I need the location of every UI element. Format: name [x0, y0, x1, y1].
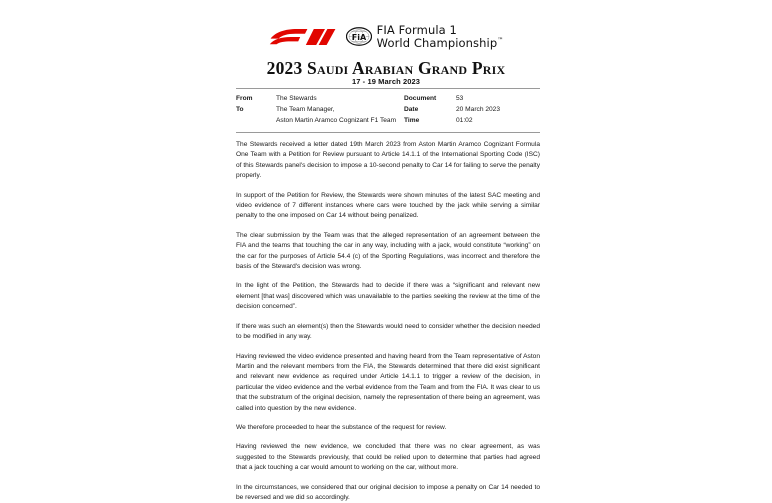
body-paragraph: If there was such an element(s) then the Stewards would need to consider whether the decision needed to be modified in any way.: [236, 322, 540, 341]
date-label: Date: [404, 106, 419, 114]
to-label: To: [236, 106, 244, 114]
trademark-symbol: ™: [497, 37, 504, 45]
event-dates: 17 - 19 March 2023: [351, 77, 421, 86]
document-meta-table: [236, 88, 540, 133]
fia-wordmark: [377, 24, 504, 50]
document-value: 53: [456, 94, 464, 102]
document-label: Document: [404, 94, 437, 102]
table-row: [236, 116, 540, 127]
fia-roundel-icon: [346, 27, 372, 46]
body-paragraph: We therefore proceeded to hear the substance of the request for review.: [236, 423, 447, 431]
table-row: [236, 104, 540, 115]
svg-text:FiA: FiA: [351, 33, 366, 43]
to-value-line2: Aston Martin Aramco Cognizant F1 Team: [276, 117, 397, 125]
from-value: The Stewards: [276, 94, 317, 102]
to-value-line1: The Team Manager,: [276, 106, 335, 114]
body-paragraph: In support of the Petition for Review, the Stewards were shown minutes of the latest SAC meeting and video evidence of 7 different instances where cars were touched by the jack while serving a similar penalty to the one imposed on Car 14 without being penalized.: [236, 191, 540, 220]
document-header-logos: [0, 24, 772, 50]
time-label: Time: [404, 117, 420, 125]
body-paragraph: Having reviewed the new evidence, we concluded that there was no clear agreement, as was suggested to the Stewards previously, that could be relied upon to determine that parties had agreed that a jack touching a car would amount to working on the car, without more.: [236, 443, 540, 472]
fia-lockup: [346, 24, 504, 50]
to-label-spacer: [236, 116, 276, 127]
body-paragraph: The Stewards received a letter dated 19th March 2023 from Aston Martin Aramco Cognizant Formula One Team with a Petition for Review pursuant to Article 14.1.1 of the International Sporting Code (ISC) of this Stewards panel's decision to impose a 10-second penalty to Car 14 for failing to serve the penalty properly.: [236, 141, 541, 180]
body-paragraph: In the circumstances, we considered that our original decision to impose a penalty on Car 14 needed to be reversed and we did so accordingly.: [236, 483, 540, 501]
time-value: 01:02: [456, 117, 473, 125]
body-paragraph: Having reviewed the video evidence presented and having heard from the Team representative of Aston Martin and the relevant members from the FIA, the Stewards determined that there did exist significant and relevant new evidence as required under Article 14.1.1 to trigger a review of the decision, in particular the video evidence and the verbal evidence from the Team and from the FIA. It was clear to us that the substratum of the original decision, namely the representation of there being an agreement, was called into question by the new evidence.: [236, 352, 540, 412]
body-paragraph: In the light of the Petition, the Stewards had to decide if there was a “significant and relevant new element [that was] discovered which was unavailable to the parties seeking the review at the time of the decision concerned”.: [236, 282, 540, 311]
body-paragraph: The clear submission by the Team was that the alleged representation of an agreement between the FIA and the teams that touching the car in any way, including with a jack, would constitute “working” on the car for the purposes of Article 54.4 (c) of the Sporting Regulations, was incorrect and therefore the basis of the Steward's decision was wrong.: [236, 231, 540, 271]
date-value: 20 March 2023: [456, 106, 500, 114]
document-body: [236, 140, 540, 503]
table-row: [236, 93, 540, 104]
f1-logo: [269, 26, 337, 48]
fia-wordmark-line2: World Championship™: [376, 35, 504, 50]
page-title: 2023 Saudi Arabian Grand Prix: [266, 58, 506, 78]
fia-wordmark-line1: FIA Formula 1: [376, 23, 457, 37]
from-label: From: [236, 94, 253, 102]
